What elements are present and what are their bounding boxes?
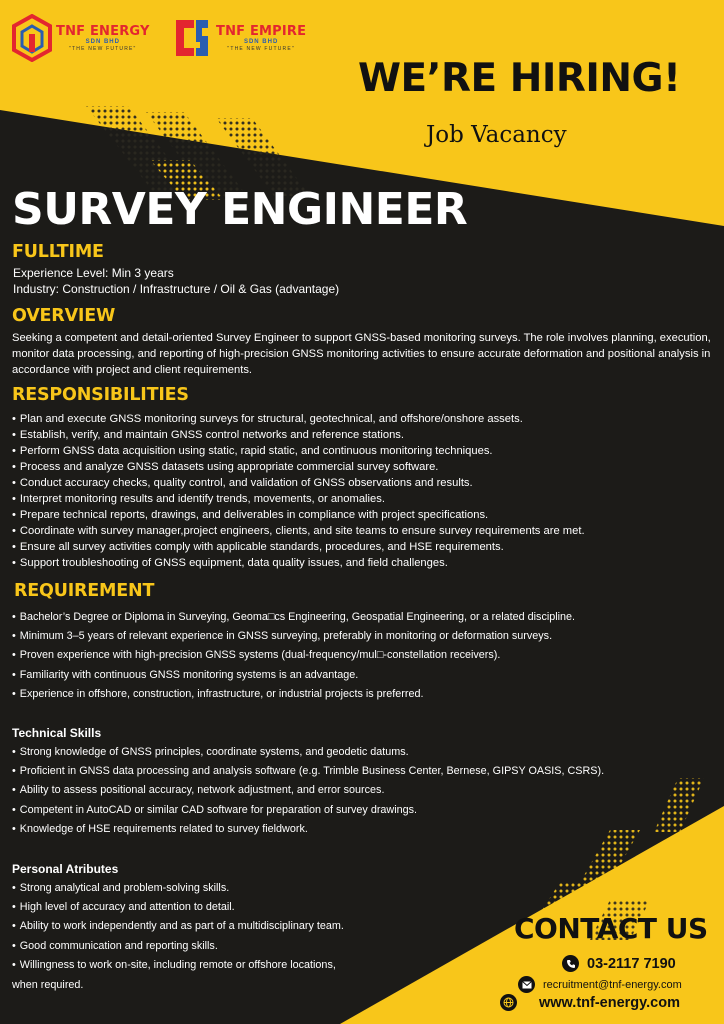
list-item: • Minimum 3–5 years of relevant experience in GNSS surveying, preferably in monitoring or deformation surveys. — [12, 627, 575, 646]
personal-attributes-continuation: when required. — [12, 979, 84, 991]
logo-sub: SDN BHD — [243, 38, 279, 45]
contact-heading: CONTACT US — [514, 912, 708, 945]
tnf-empire-emblem-icon — [172, 16, 212, 60]
list-item: • Perform GNSS data acquisition using static, rapid static, and continuous monitoring techniques. — [12, 443, 585, 459]
job-title: SURVEY ENGINEER — [12, 184, 468, 235]
list-item: • Support troubleshooting of GNSS equipment, data quality issues, and field challenges. — [12, 555, 585, 571]
list-item: • Establish, verify, and maintain GNSS control networks and reference stations. — [12, 427, 585, 443]
technical-skills-list — [12, 743, 604, 839]
logo-name: TNF EMPIRE — [216, 23, 307, 39]
list-item: • Prepare technical reports, drawings, and deliverables in compliance with project specifications. — [12, 507, 585, 523]
list-item: • Knowledge of HSE requirements related to survey fieldwork. — [12, 820, 604, 839]
hiring-headline: WE’RE HIRING! — [358, 56, 681, 101]
list-item: • Ensure all survey activities comply with applicable standards, procedures, and HSE requirements. — [12, 539, 585, 555]
list-item: • Strong analytical and problem-solving skills. — [12, 879, 344, 898]
list-item: • Strong knowledge of GNSS principles, coordinate systems, and geodetic datums. — [12, 743, 604, 762]
list-item: • Good communication and reporting skills. — [12, 937, 344, 956]
website-url: www.tnf-energy.com — [539, 994, 680, 1011]
globe-icon — [500, 994, 517, 1011]
tnf-energy-logo — [12, 14, 150, 62]
logo-sub: SDN BHD — [85, 38, 120, 45]
list-item: • Willingness to work on-site, including remote or offshore locations, — [12, 956, 344, 975]
list-item: • Proven experience with high-precision GNSS systems (dual-frequency/mul□-constellation receivers). — [12, 646, 575, 665]
list-item: • Experience in offshore, construction, infrastructure, or industrial projects is preferred. — [12, 685, 575, 704]
overview-text: Seeking a competent and detail-oriented Survey Engineer to support GNSS-based monitoring surveys. The role involves planning, execution, monitor data processing, and reporting of high-precision GNSS monitoring activities to ensure accurate deformation and positional analysis in accordance with project and client requirements. — [12, 332, 711, 376]
personal-attributes-list — [12, 879, 344, 975]
requirement-heading: REQUIREMENT — [14, 581, 155, 601]
phone-icon — [562, 955, 579, 972]
list-item: • Ability to work independently and as part of a multidisciplinary team. — [12, 917, 344, 936]
logo-name: TNF ENERGY — [56, 23, 150, 39]
overview-heading: OVERVIEW — [12, 306, 116, 326]
tnf-energy-emblem-icon — [12, 14, 52, 62]
email-address: recruitment@tnf-energy.com — [543, 978, 682, 991]
personal-attributes-heading: Personal Atributes — [12, 862, 119, 876]
list-item: • Familiarity with continuous GNSS monitoring systems is an advantage. — [12, 666, 575, 685]
contact-email[interactable] — [518, 976, 682, 993]
contact-website[interactable] — [500, 994, 680, 1011]
list-item: • Coordinate with survey manager,project engineers, clients, and site teams to ensure survey requirements are met. — [12, 523, 585, 539]
list-item: • Bachelor’s Degree or Diploma in Surveying, Geoma□cs Engineering, Geospatial Engineering, or a related discipline. — [12, 608, 575, 627]
list-item: • Process and analyze GNSS datasets using appropriate commercial survey software. — [12, 459, 585, 475]
list-item: • Plan and execute GNSS monitoring surveys for structural, geotechnical, and offshore/onshore assets. — [12, 411, 585, 427]
phone-number: 03-2117 7190 — [587, 955, 676, 972]
list-item: • Competent in AutoCAD or similar CAD software for preparation of survey drawings. — [12, 801, 604, 820]
email-icon — [518, 976, 535, 993]
logo-tagline: "THE NEW FUTURE" — [227, 45, 295, 52]
list-item: • Interpret monitoring results and identify trends, movements, or anomalies. — [12, 491, 585, 507]
logo-tagline: "THE NEW FUTURE" — [69, 45, 137, 52]
fulltime-heading: FULLTIME — [12, 242, 104, 262]
responsibilities-heading: RESPONSIBILITIES — [12, 385, 189, 405]
experience-level: Experience Level: Min 3 years — [13, 266, 174, 280]
list-item: • High level of accuracy and attention to detail. — [12, 898, 344, 917]
list-item: • Conduct accuracy checks, quality control, and validation of GNSS observations and results. — [12, 475, 585, 491]
contact-phone[interactable] — [562, 955, 676, 972]
list-item: • Ability to assess positional accuracy, network adjustment, and error sources. — [12, 781, 604, 800]
requirement-list — [12, 608, 575, 704]
list-item: • Proficient in GNSS data processing and analysis software (e.g. Trimble Business Center, Bernese, GIPSY OASIS, CSRS). — [12, 762, 604, 781]
industry: Industry: Construction / Infrastructure / Oil & Gas (advantage) — [13, 282, 340, 296]
technical-skills-heading: Technical Skills — [12, 726, 102, 740]
tnf-empire-logo — [172, 16, 306, 60]
responsibilities-list — [12, 411, 585, 571]
job-vacancy-label: Job Vacancy — [426, 122, 567, 148]
